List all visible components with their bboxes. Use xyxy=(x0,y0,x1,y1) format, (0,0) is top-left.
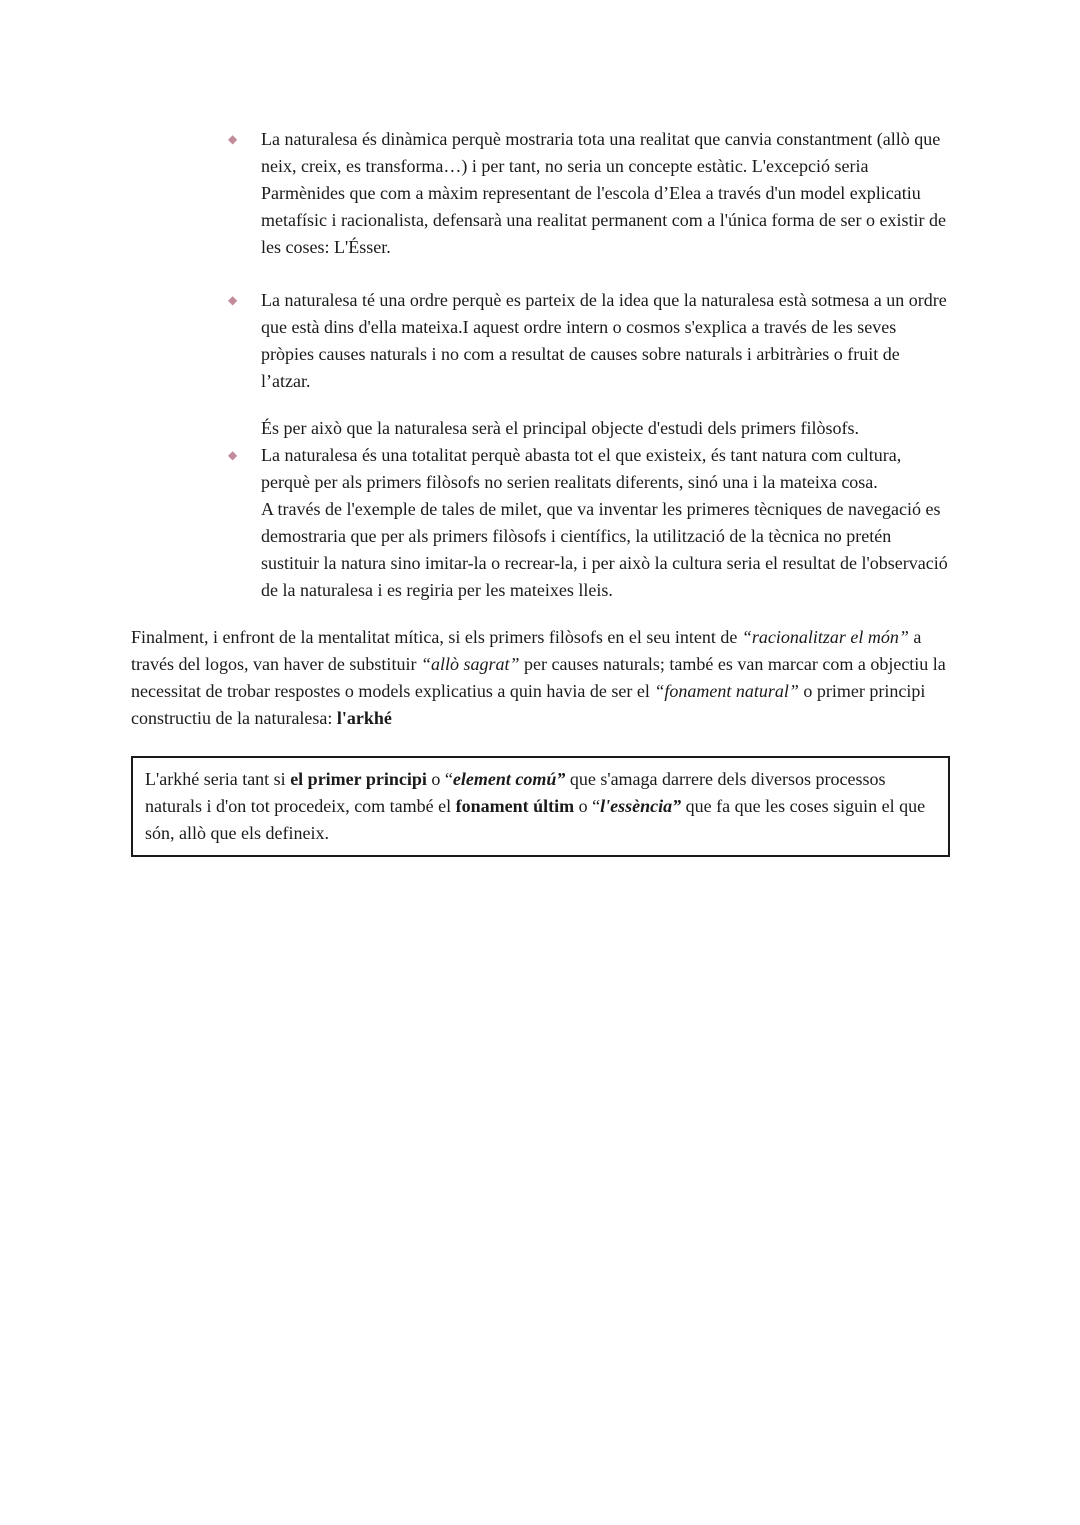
bullet-paragraph-tales-de-milet: A través de l'exemple de tales de milet, que va inventar les primeres tècniques de navegació es demostraria que per als primers filòsofs i científics, la utilització de la tècnica no pretén sustituir la natura sino imitar-la o recrear-la, i per això la cultura seria el resultat de l'observació de la naturalesa i es regiria per les mateixes lleis. xyxy=(261,499,948,600)
arkhe-definition-box xyxy=(131,756,950,857)
bullet-paragraph-ordre: La naturalesa té una ordre perquè es parteix de la idea que la naturalesa està sotmesa a un ordre que està dins d'ella mateixa.I aquest ordre intern o cosmos s'explica a través de les seves pròpies causes naturals i no com a resultat de causes sobre naturals i arbitràries o fruit de l’atzar. xyxy=(261,290,947,391)
bullet-item-ordre xyxy=(131,287,950,395)
diamond-bullet-icon: ◆ xyxy=(228,293,238,307)
diamond-bullet-icon: ◆ xyxy=(228,448,238,462)
bullet-item-dinamica xyxy=(131,126,950,261)
closing-paragraph xyxy=(131,624,950,732)
box-text-4: o “ xyxy=(574,796,601,816)
italic-quote-fonament-natural: “fonament natural” xyxy=(654,681,799,701)
bold-italic-element-comu: element comú” xyxy=(452,769,566,789)
closing-text-4: o primer principi constructiu de la naturalesa: xyxy=(131,681,926,728)
italic-quote-allo-sagrat: “allò sagrat” xyxy=(420,654,520,674)
bold-primer-principi: el primer principi xyxy=(290,769,427,789)
box-text-2: o “ xyxy=(426,769,453,789)
arkhe-box-paragraph xyxy=(145,766,936,847)
italic-quote-racionalitzar: “racionalitzar el món” xyxy=(741,627,909,647)
bullet-paragraph-totalitat: La naturalesa és una totalitat perquè abasta tot el que existeix, és tant natura com cultura, perquè per als primers filòsofs no serien realitats diferents, sinó una i la mateixa cosa. xyxy=(261,445,902,492)
closing-text-3: per causes naturals; també es van marcar com a objectiu la necessitat de trobar respostes o models explicatius a quin havia de ser el xyxy=(131,654,946,701)
closing-text-2: a través del logos, van haver de substituir xyxy=(131,627,922,674)
box-text-5: que fa que les coses siguin el que són, allò que els defineix. xyxy=(145,796,926,843)
box-text-1: L'arkhé seria tant si xyxy=(145,769,291,789)
box-text-3: que s'amaga darrere dels diversos processos naturals i d'on tot procedeix, com també el xyxy=(145,769,886,816)
bullet-paragraph-dinamica: La naturalesa és dinàmica perquè mostraria tota una realitat que canvia constantment (allò que neix, creix, es transforma…) i per tant, no seria un concepte estàtic. L'excepció seria Parmènides que com a màxim representant de l'escola d’Elea a través d'un model explicatiu metafísic i racionalista, defensarà una realitat permanent com a l'única forma de ser o existir de les coses: L'Ésser. xyxy=(261,129,946,257)
bullet-item-totalitat xyxy=(131,442,950,604)
transition-line: És per això que la naturalesa serà el principal objecte d'estudi dels primers filòsofs. xyxy=(261,418,860,438)
bold-fonament-ultim: fonament últim xyxy=(455,796,575,816)
diamond-bullet-icon: ◆ xyxy=(228,132,238,146)
closing-text-1: Finalment, i enfront de la mentalitat mítica, si els primers filòsofs en el seu intent de xyxy=(131,627,742,647)
bold-italic-essencia: l'essència” xyxy=(600,796,682,816)
bullet-body-totalitat xyxy=(261,442,950,604)
arkhe-term: l'arkhé xyxy=(336,708,392,728)
